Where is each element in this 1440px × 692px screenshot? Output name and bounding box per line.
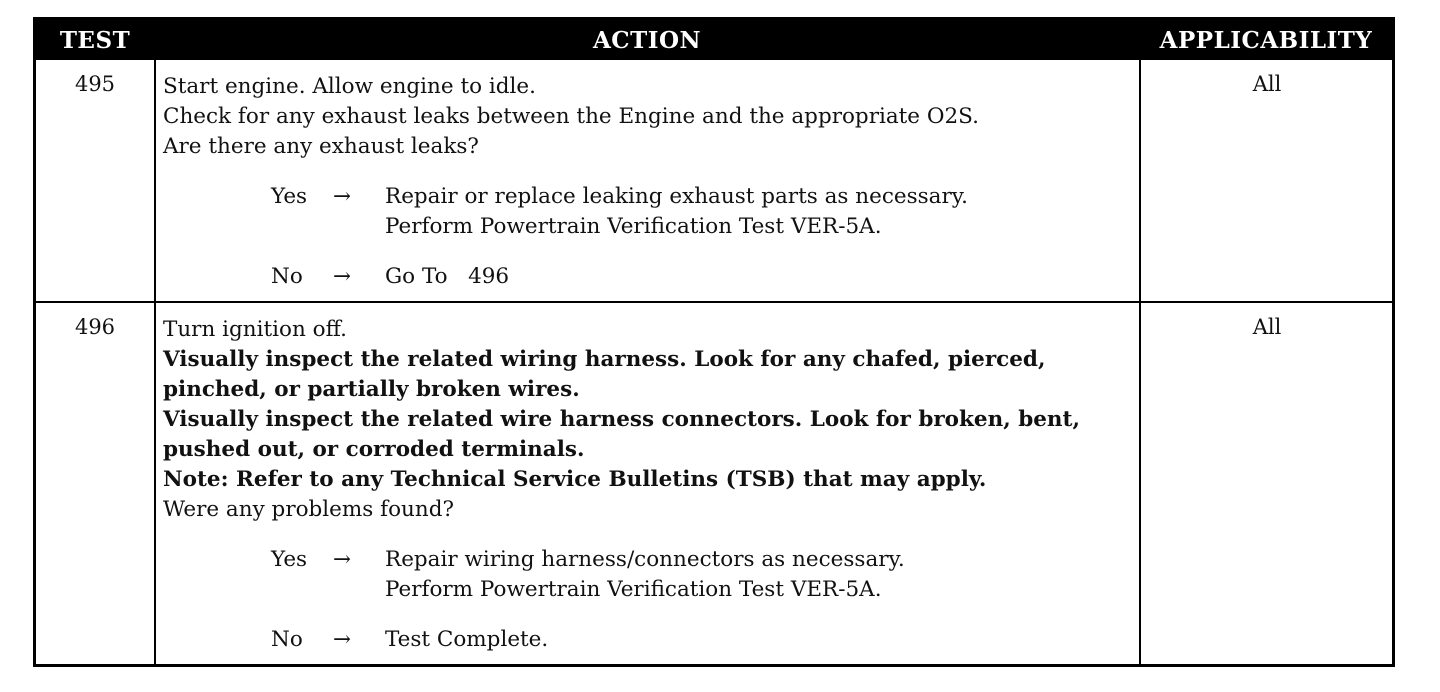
table-row-496 (36, 303, 1392, 667)
action-line-bold: Visually inspect the related wire harness connectors. Look for broken, bent, (163, 407, 1080, 432)
table-row-495 (36, 60, 1392, 301)
no-response (163, 625, 1135, 655)
yes-response (163, 545, 1135, 575)
no-label: No (271, 264, 303, 289)
action-line: Are there any exhaust leaks? (163, 134, 479, 159)
yes-text: Repair or replace leaking exhaust parts as necessary. (385, 184, 968, 209)
no-response (163, 262, 1135, 292)
yes-response-continued (163, 212, 1135, 242)
header-action: ACTION (592, 27, 702, 54)
yes-label: Yes (271, 547, 308, 572)
action-cell (163, 315, 1135, 655)
header-applicability: APPLICABILITY (1159, 27, 1373, 54)
yes-label: Yes (271, 184, 308, 209)
action-line-bold: Note: Refer to any Technical Service Bulletins (TSB) that may apply. (163, 467, 987, 492)
action-line: Were any problems found? (163, 497, 455, 522)
yes-response-continued (163, 575, 1135, 605)
no-label: No (271, 627, 303, 652)
header-test: TEST (59, 27, 131, 54)
yes-text: Perform Powertrain Verification Test VER-5A. (385, 214, 882, 239)
arrow-right-icon: → (333, 547, 352, 572)
no-text: Go To 496 (385, 264, 510, 289)
action-line-bold: pushed out, or corroded terminals. (163, 437, 585, 462)
yes-response (163, 182, 1135, 212)
applicability-cell: All (1252, 72, 1282, 96)
diagnostic-test-table (33, 17, 1395, 667)
applicability-cell: All (1252, 315, 1282, 339)
table-header (36, 20, 1392, 60)
arrow-right-icon: → (333, 264, 352, 289)
action-line-bold: pinched, or partially broken wires. (163, 377, 580, 402)
action-line-bold: Visually inspect the related wiring harness. Look for any chafed, pierced, (163, 347, 1046, 372)
test-number: 495 (74, 72, 116, 96)
action-cell (163, 72, 1135, 292)
arrow-right-icon: → (333, 184, 352, 209)
action-line: Turn ignition off. (163, 317, 347, 342)
arrow-right-icon: → (333, 627, 352, 652)
action-line: Check for any exhaust leaks between the Engine and the appropriate O2S. (163, 104, 979, 129)
yes-text: Repair wiring harness/connectors as necessary. (385, 547, 905, 572)
yes-text: Perform Powertrain Verification Test VER-5A. (385, 577, 882, 602)
action-line: Start engine. Allow engine to idle. (163, 74, 536, 99)
test-number: 496 (74, 315, 116, 339)
no-text: Test Complete. (385, 627, 549, 652)
